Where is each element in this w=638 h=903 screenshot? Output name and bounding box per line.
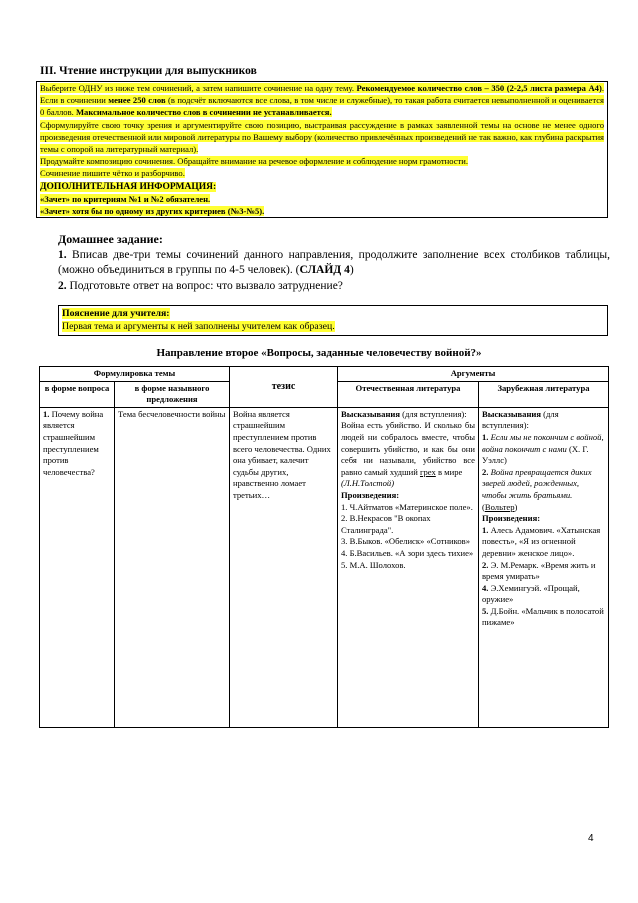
arguments-table — [39, 366, 609, 728]
additional-info-line-1: «Зачет» по критериям №1 и №2 обязателен. — [40, 193, 211, 204]
foreign-quotes-label: Высказывания (для вступления): — [482, 408, 559, 431]
list-item: 4. Б.Васильев. «А зори здесь тихие» — [341, 547, 474, 558]
domestic-quote-author: (Л.Н.Толстой) — [341, 478, 395, 489]
teacher-note-box — [58, 305, 608, 336]
list-item: 1. Алесь Адамович. «Хатынская повесть», «Я из огненной деревни» женское лицо». — [482, 524, 601, 558]
table-row — [40, 407, 609, 727]
list-item: 4. Э.Хемингуэй. «Прощай, оружие» — [482, 582, 580, 605]
teacher-note-title: Пояснение для учителя: — [62, 308, 170, 319]
homework-block — [58, 232, 610, 294]
domestic-quotes: Высказывания (для вступления): Война есть убийство. И сколько бы людей ни собралось вместе, чтобы совершить убийство, и как бы они себя ни называли, убийство все равно самый худший грех в мире — [341, 408, 475, 477]
header-foreign-literature: Зарубежная литература — [479, 381, 609, 407]
list-item: 2. В.Некрасов "В окопах Сталинграда". — [341, 513, 431, 535]
header-arguments: Аргументы — [338, 367, 609, 382]
additional-info-line-2: «Зачет» хотя бы по одному из других критериев (№3-№5). — [40, 206, 265, 217]
domestic-works-label: Произведения: — [341, 489, 400, 500]
header-tezis: тезис — [230, 367, 338, 408]
instruction-paragraph-3: Продумайте композицию сочинения. Обращайте внимание на речевое оформление и соблюдение норм грамотности. — [40, 156, 469, 167]
list-item: 3. В.Быков. «Обелиск» «Сотников» — [341, 536, 471, 547]
instruction-paragraph-4: Сочинение пишите чётко и разборчиво. — [40, 168, 185, 179]
homework-item-2: 2. Подготовьте ответ на вопрос: что вызвало затруднение? — [58, 279, 343, 292]
list-item: 5. М.А. Шолохов. — [341, 559, 406, 570]
foreign-works-label: Произведения: — [482, 513, 541, 524]
homework-title: Домашнее задание: — [58, 232, 163, 246]
list-item: 1. Ч.Айтматов «Материнское поле». — [341, 501, 473, 512]
additional-info-title: ДОПОЛНИТЕЛЬНАЯ ИНФОРМАЦИЯ: — [40, 181, 217, 192]
homework-item-1: 1. Вписав две-три темы сочинений данного направления, продолжите заполнение всех столбиков таблицы, (можно объединиться в группы по 4-5 человек). (СЛАЙД 4) — [58, 248, 610, 276]
header-statement-form: в форме назывного предложения — [115, 381, 230, 407]
page-number: 4 — [588, 833, 594, 844]
list-item: 2. Э. М.Ремарк. «Время жить и время умирать» — [482, 559, 596, 582]
cell-domestic — [338, 407, 479, 727]
cell-statement: Тема бесчеловечности войны — [115, 407, 230, 727]
cell-tezis: Война является страшнейшим преступлением против всего человечества. Одних она убивает, калечит судьбы других, нравственно ломает третьих… — [230, 407, 338, 727]
direction-title: Направление второе «Вопросы, заданные человечеству войной?» — [156, 347, 482, 359]
list-item: 5. Д.Бойн. «Мальчик в полосатой пижаме» — [482, 605, 604, 628]
teacher-note-text: Первая тема и аргументы к ней заполнены учителем как образец. — [62, 320, 335, 332]
header-question-form: в форме вопроса — [40, 381, 115, 407]
foreign-quote-2: 2. Война превращается диких зверей людей, рожденных, чтобы жить братьями. — [482, 466, 592, 500]
foreign-quote-2-author: (Вольтер) — [482, 501, 518, 512]
section-heading: III. Чтение инструкции для выпускников — [40, 65, 257, 77]
instruction-box — [36, 81, 608, 218]
foreign-quote-1: 1. Если мы не покончим с войной, война покончит с нами (Х. Г. Уэллс) — [482, 431, 604, 466]
instruction-paragraph-2: Сформулируйте свою точку зрения и аргументируйте свою позицию, выстраивая рассуждение в рамках заявленной темы на основе не менее одного произведения отечественной или мировой литературы по Вашему выбору (количество привлечённых произведений не так важно, как глубина раскрытия темы с опорой на литературный материал). — [40, 119, 604, 155]
header-domestic-literature: Отечественная литература — [338, 381, 479, 407]
cell-question: 1. Почему война является страшнейшим преступлением против человечества? — [40, 407, 115, 727]
table-header-row-1 — [40, 367, 609, 382]
cell-foreign — [479, 407, 609, 727]
header-formulation: Формулировка темы — [40, 367, 230, 382]
instruction-paragraph-1: Выберите ОДНУ из ниже тем сочинений, а затем напишите сочинение на одну тему. Рекомендуемое количество слов – 350 (2-2,5 листа размера А4). Если в сочинении менее 250 слов (в подсчёт включаются все слова, в том числе и служебные), то такая работа считается невыполненной и оценивается 0 баллов. Максимальное количество слов в сочинении не устанавливается. — [40, 83, 604, 118]
